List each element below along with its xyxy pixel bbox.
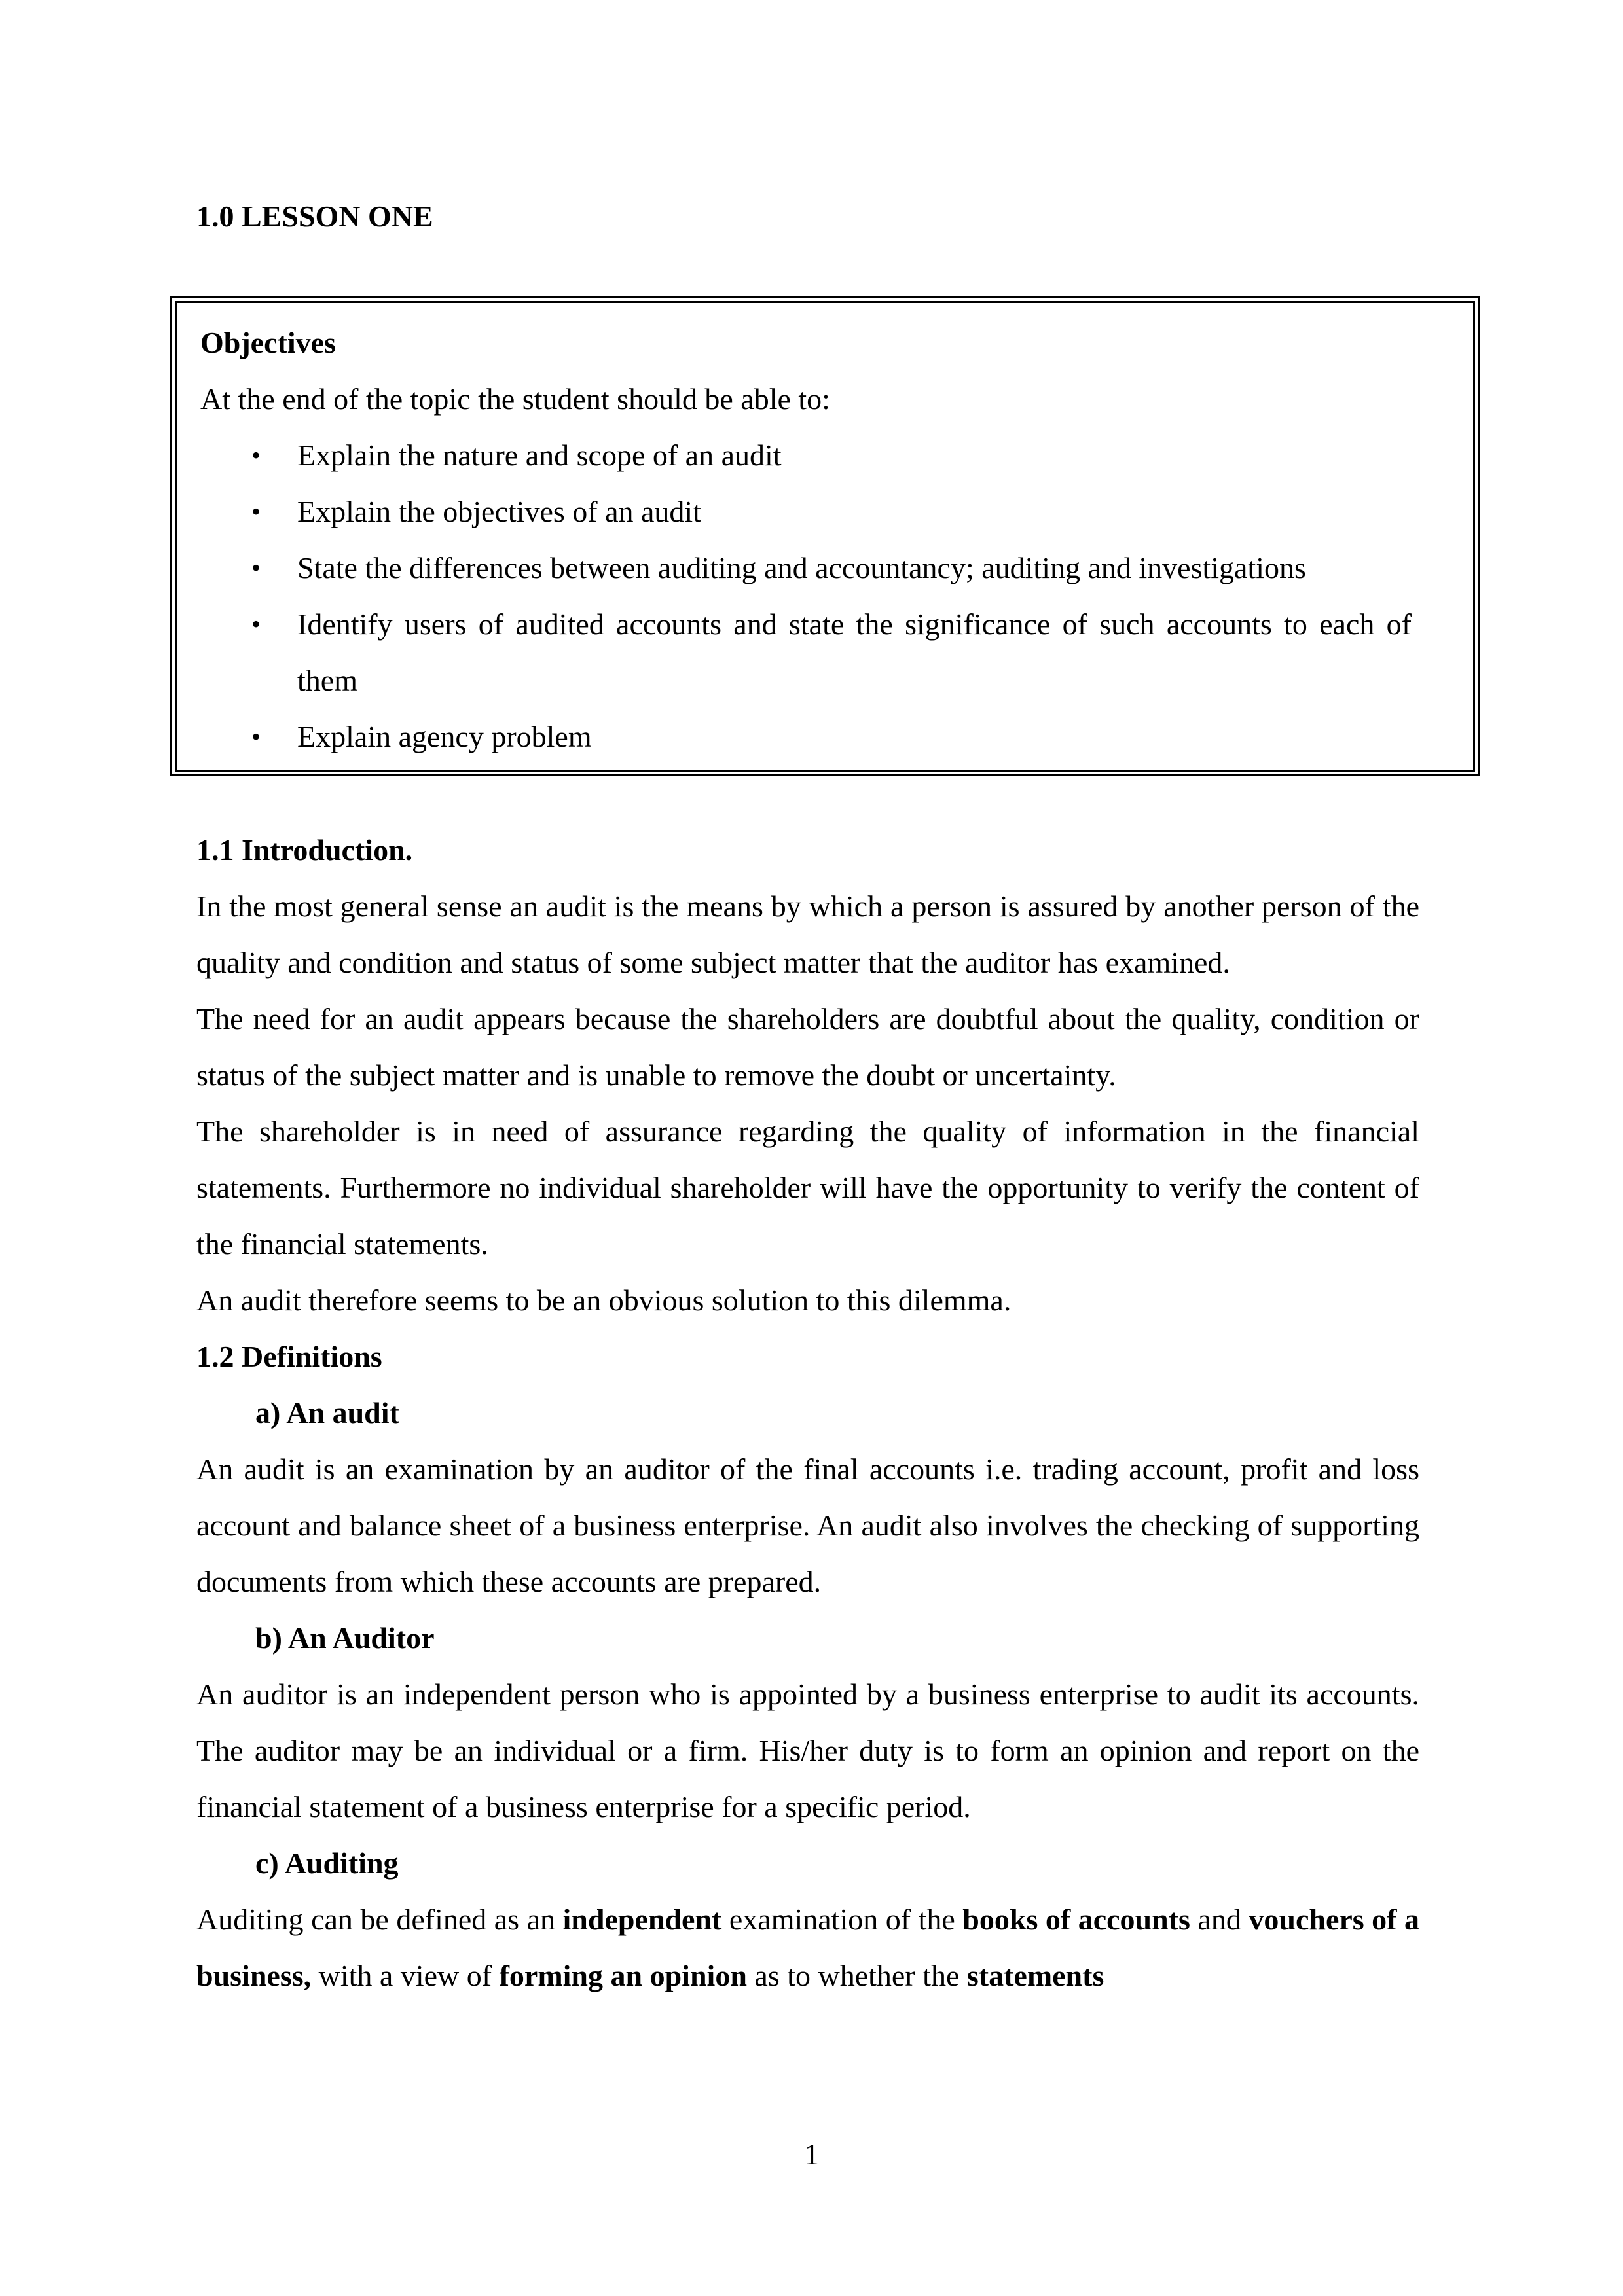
auditing-bold-term: books of accounts bbox=[962, 1903, 1190, 1936]
auditing-definition-text bbox=[196, 1892, 1419, 2004]
bullet-icon: • bbox=[251, 440, 261, 470]
objective-text: State the differences between auditing and accountancy; auditing and investigations bbox=[297, 551, 1306, 584]
lesson-heading: 1.0 LESSON ONE bbox=[196, 200, 433, 233]
objectives-list bbox=[200, 427, 1412, 765]
auditor-definition-text: An auditor is an independent person who is appointed by a business enterprise to audit its accounts. The auditor may be an individual or a firm. His/her duty is to form an opinion and report on the financial statement of a business enterprise for a specific period. bbox=[196, 1677, 1419, 1823]
objective-text: Explain the nature and scope of an audit bbox=[297, 439, 782, 472]
objective-item bbox=[200, 540, 1412, 596]
auditing-text-part: and bbox=[1190, 1903, 1249, 1936]
objective-text: Explain the objectives of an audit bbox=[297, 495, 701, 528]
auditing-definition-heading: c) Auditing bbox=[255, 1846, 399, 1880]
objectives-inner-border bbox=[175, 301, 1475, 772]
objectives-intro: At the end of the topic the student should be able to: bbox=[200, 382, 830, 416]
audit-definition-text: An audit is an examination by an auditor of the final accounts i.e. trading account, profit and loss account and balance sheet of a business enterprise. An audit also involves the checking of supporting documents from which these accounts are prepared. bbox=[196, 1452, 1419, 1598]
page-number: 1 bbox=[804, 2138, 819, 2171]
bullet-icon: • bbox=[251, 722, 261, 751]
auditing-bold-term: statements bbox=[966, 1959, 1104, 1992]
bullet-icon: • bbox=[251, 497, 261, 526]
auditing-text-part: with a view of bbox=[311, 1959, 500, 1992]
auditing-bold-term: independent bbox=[562, 1903, 722, 1936]
bullet-icon: • bbox=[251, 609, 261, 639]
objective-item bbox=[200, 596, 1412, 709]
auditing-bold-term: forming an opinion bbox=[499, 1959, 747, 1992]
page-content bbox=[196, 194, 1420, 1992]
auditing-bold-term: vouchers of a business, bbox=[196, 1903, 1420, 1992]
bullet-icon: • bbox=[251, 553, 261, 583]
objective-text: Identify users of audited accounts and state the significance of such accounts to each of them bbox=[297, 607, 1412, 697]
objective-text: Explain agency problem bbox=[297, 720, 592, 753]
objective-item bbox=[200, 427, 1412, 484]
introduction-paragraph: In the most general sense an audit is the means by which a person is assured by another person of the quality and condition and status of some subject matter that the auditor has examined. bbox=[196, 889, 1419, 979]
body-section bbox=[196, 822, 1419, 2004]
introduction-heading: 1.1 Introduction. bbox=[196, 833, 413, 867]
audit-definition-heading: a) An audit bbox=[255, 1396, 399, 1429]
objective-item bbox=[200, 484, 1412, 540]
introduction-paragraph: The need for an audit appears because the shareholders are doubtful about the quality, condition or status of the subject matter and is unable to remove the doubt or uncertainty. bbox=[196, 1002, 1419, 1092]
auditing-text-part: as to whether the bbox=[746, 1959, 967, 1992]
objectives-box bbox=[170, 296, 1480, 776]
introduction-paragraph: The shareholder is in need of assurance regarding the quality of information in the financial statements. Furthermore no individual shareholder will have the opportunity to verify the content of the financial statements. bbox=[196, 1115, 1419, 1261]
auditor-definition-heading: b) An Auditor bbox=[255, 1621, 435, 1655]
objective-item bbox=[200, 709, 1412, 765]
objectives-title: Objectives bbox=[200, 326, 336, 359]
auditing-text-part: examination of the bbox=[721, 1903, 963, 1936]
introduction-paragraph: An audit therefore seems to be an obvious solution to this dilemma. bbox=[196, 1283, 1012, 1317]
definitions-heading: 1.2 Definitions bbox=[196, 1340, 382, 1373]
auditing-text-part: Auditing can be defined as an bbox=[196, 1903, 563, 1936]
